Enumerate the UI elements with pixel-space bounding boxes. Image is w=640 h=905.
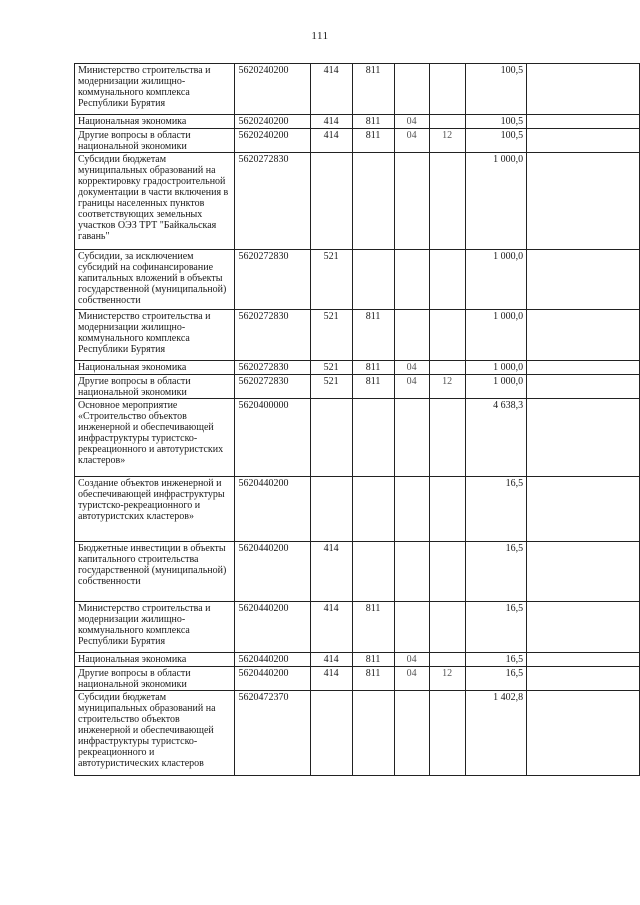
row-ministry-code [352,477,394,542]
row-empty-cell [527,361,640,375]
row-expense-type: 521 [310,310,352,361]
row-section: 04 [394,375,429,399]
row-ministry-code: 811 [352,667,394,691]
row-expense-type [310,477,352,542]
row-expense-type: 414 [310,602,352,653]
row-ministry-code: 811 [352,602,394,653]
page-number: 111 [311,30,329,42]
row-amount: 1 000,0 [465,153,526,250]
row-empty-cell [527,375,640,399]
row-expense-type: 414 [310,667,352,691]
row-subsection [429,153,465,250]
table-row [75,691,640,776]
row-target-article: 5620472370 [235,691,310,776]
row-target-article: 5620440200 [235,602,310,653]
row-empty-cell [527,477,640,542]
row-amount: 16,5 [465,477,526,542]
row-expense-type [310,153,352,250]
row-amount: 16,5 [465,602,526,653]
row-target-article: 5620272830 [235,153,310,250]
row-amount: 1 000,0 [465,375,526,399]
row-section: 04 [394,129,429,153]
table-row [75,250,640,310]
row-section [394,477,429,542]
row-target-article: 5620240200 [235,64,310,115]
row-amount: 100,5 [465,115,526,129]
row-ministry-code: 811 [352,310,394,361]
row-target-article: 5620272830 [235,310,310,361]
row-empty-cell [527,542,640,602]
table-row [75,477,640,542]
row-target-article: 5620272830 [235,375,310,399]
row-empty-cell [527,310,640,361]
row-subsection: 12 [429,667,465,691]
row-empty-cell [527,115,640,129]
row-section [394,310,429,361]
row-ministry-code: 811 [352,129,394,153]
row-subsection [429,310,465,361]
row-amount: 100,5 [465,129,526,153]
row-amount: 16,5 [465,653,526,667]
row-subsection [429,653,465,667]
row-subsection [429,361,465,375]
row-empty-cell [527,129,640,153]
row-empty-cell [527,691,640,776]
row-target-article: 5620440200 [235,667,310,691]
row-name: Министерство строительства и модернизации жилищно-коммунального комплекса Республики Бурятия [75,64,235,115]
row-expense-type: 521 [310,375,352,399]
row-subsection [429,477,465,542]
row-subsection [429,691,465,776]
row-subsection [429,602,465,653]
row-section [394,250,429,310]
row-amount: 1 402,8 [465,691,526,776]
row-name: Министерство строительства и модернизации жилищно-коммунального комплекса Республики Бурятия [75,602,235,653]
row-subsection [429,115,465,129]
row-target-article: 5620440200 [235,653,310,667]
row-section: 04 [394,361,429,375]
row-target-article: 5620440200 [235,477,310,542]
row-name: Субсидии бюджетам муниципальных образований на строительство объектов инженерной и обеспечивающей инфраструктуры туристско-рекреационного и автотуристических кластеров [75,691,235,776]
row-name: Другие вопросы в области национальной экономики [75,129,235,153]
row-expense-type: 414 [310,653,352,667]
row-subsection: 12 [429,375,465,399]
table-row [75,653,640,667]
table-row [75,129,640,153]
table-row [75,115,640,129]
row-target-article: 5620400000 [235,399,310,477]
row-amount: 1 000,0 [465,361,526,375]
row-section: 04 [394,115,429,129]
table-row [75,399,640,477]
row-amount: 100,5 [465,64,526,115]
row-subsection [429,399,465,477]
row-amount: 1 000,0 [465,250,526,310]
row-name: Другие вопросы в области национальной экономики [75,667,235,691]
row-target-article: 5620272830 [235,250,310,310]
row-section: 04 [394,653,429,667]
row-ministry-code [352,542,394,602]
row-target-article: 5620240200 [235,115,310,129]
row-name: Национальная экономика [75,361,235,375]
row-amount: 1 000,0 [465,310,526,361]
row-expense-type: 414 [310,115,352,129]
table-row [75,310,640,361]
row-empty-cell [527,250,640,310]
row-empty-cell [527,399,640,477]
row-name: Основное мероприятие «Строительство объектов инженерной и обеспечивающей инфраструктуры туристско-рекреационного и автотуристских кластеров» [75,399,235,477]
row-name: Национальная экономика [75,115,235,129]
row-name: Субсидии бюджетам муниципальных образований на корректировку градостроительной документации в части включения в границы населенных пунктов соответствующих земельных участков ОЭЗ ТРТ "Байкальская гавань" [75,153,235,250]
row-ministry-code: 811 [352,64,394,115]
table-row [75,667,640,691]
row-section [394,691,429,776]
row-expense-type [310,691,352,776]
row-expense-type [310,399,352,477]
row-subsection [429,64,465,115]
row-ministry-code: 811 [352,375,394,399]
row-target-article: 5620272830 [235,361,310,375]
row-section [394,153,429,250]
row-empty-cell [527,602,640,653]
row-ministry-code: 811 [352,653,394,667]
row-name: Бюджетные инвестиции в объекты капитального строительства государственной (муниципальной) собственности [75,542,235,602]
table-row [75,64,640,115]
row-section [394,64,429,115]
row-ministry-code: 811 [352,115,394,129]
table-row [75,602,640,653]
row-subsection [429,250,465,310]
row-section [394,602,429,653]
row-amount: 16,5 [465,667,526,691]
row-amount: 16,5 [465,542,526,602]
row-ministry-code [352,691,394,776]
row-empty-cell [527,64,640,115]
row-target-article: 5620440200 [235,542,310,602]
row-ministry-code [352,399,394,477]
row-expense-type: 414 [310,129,352,153]
row-expense-type: 414 [310,64,352,115]
row-section [394,542,429,602]
row-section [394,399,429,477]
row-empty-cell [527,153,640,250]
row-ministry-code [352,250,394,310]
row-subsection: 12 [429,129,465,153]
row-name: Национальная экономика [75,653,235,667]
row-subsection [429,542,465,602]
table-row [75,153,640,250]
row-amount: 4 638,3 [465,399,526,477]
row-expense-type: 414 [310,542,352,602]
row-name: Субсидии, за исключением субсидий на софинансирование капитальных вложений в объекты государственной (муниципальной) собственности [75,250,235,310]
row-empty-cell [527,667,640,691]
row-name: Создание объектов инженерной и обеспечивающей инфраструктуры туристско-рекреационного и автотуристских кластеров» [75,477,235,542]
row-expense-type: 521 [310,361,352,375]
row-empty-cell [527,653,640,667]
table-row [75,542,640,602]
row-ministry-code [352,153,394,250]
row-target-article: 5620240200 [235,129,310,153]
row-expense-type: 521 [310,250,352,310]
row-name: Министерство строительства и модернизации жилищно-коммунального комплекса Республики Бурятия [75,310,235,361]
row-section: 04 [394,667,429,691]
table-row [75,361,640,375]
table-row [75,375,640,399]
row-name: Другие вопросы в области национальной экономики [75,375,235,399]
budget-table-body [75,64,640,776]
row-ministry-code: 811 [352,361,394,375]
budget-table [74,63,640,776]
